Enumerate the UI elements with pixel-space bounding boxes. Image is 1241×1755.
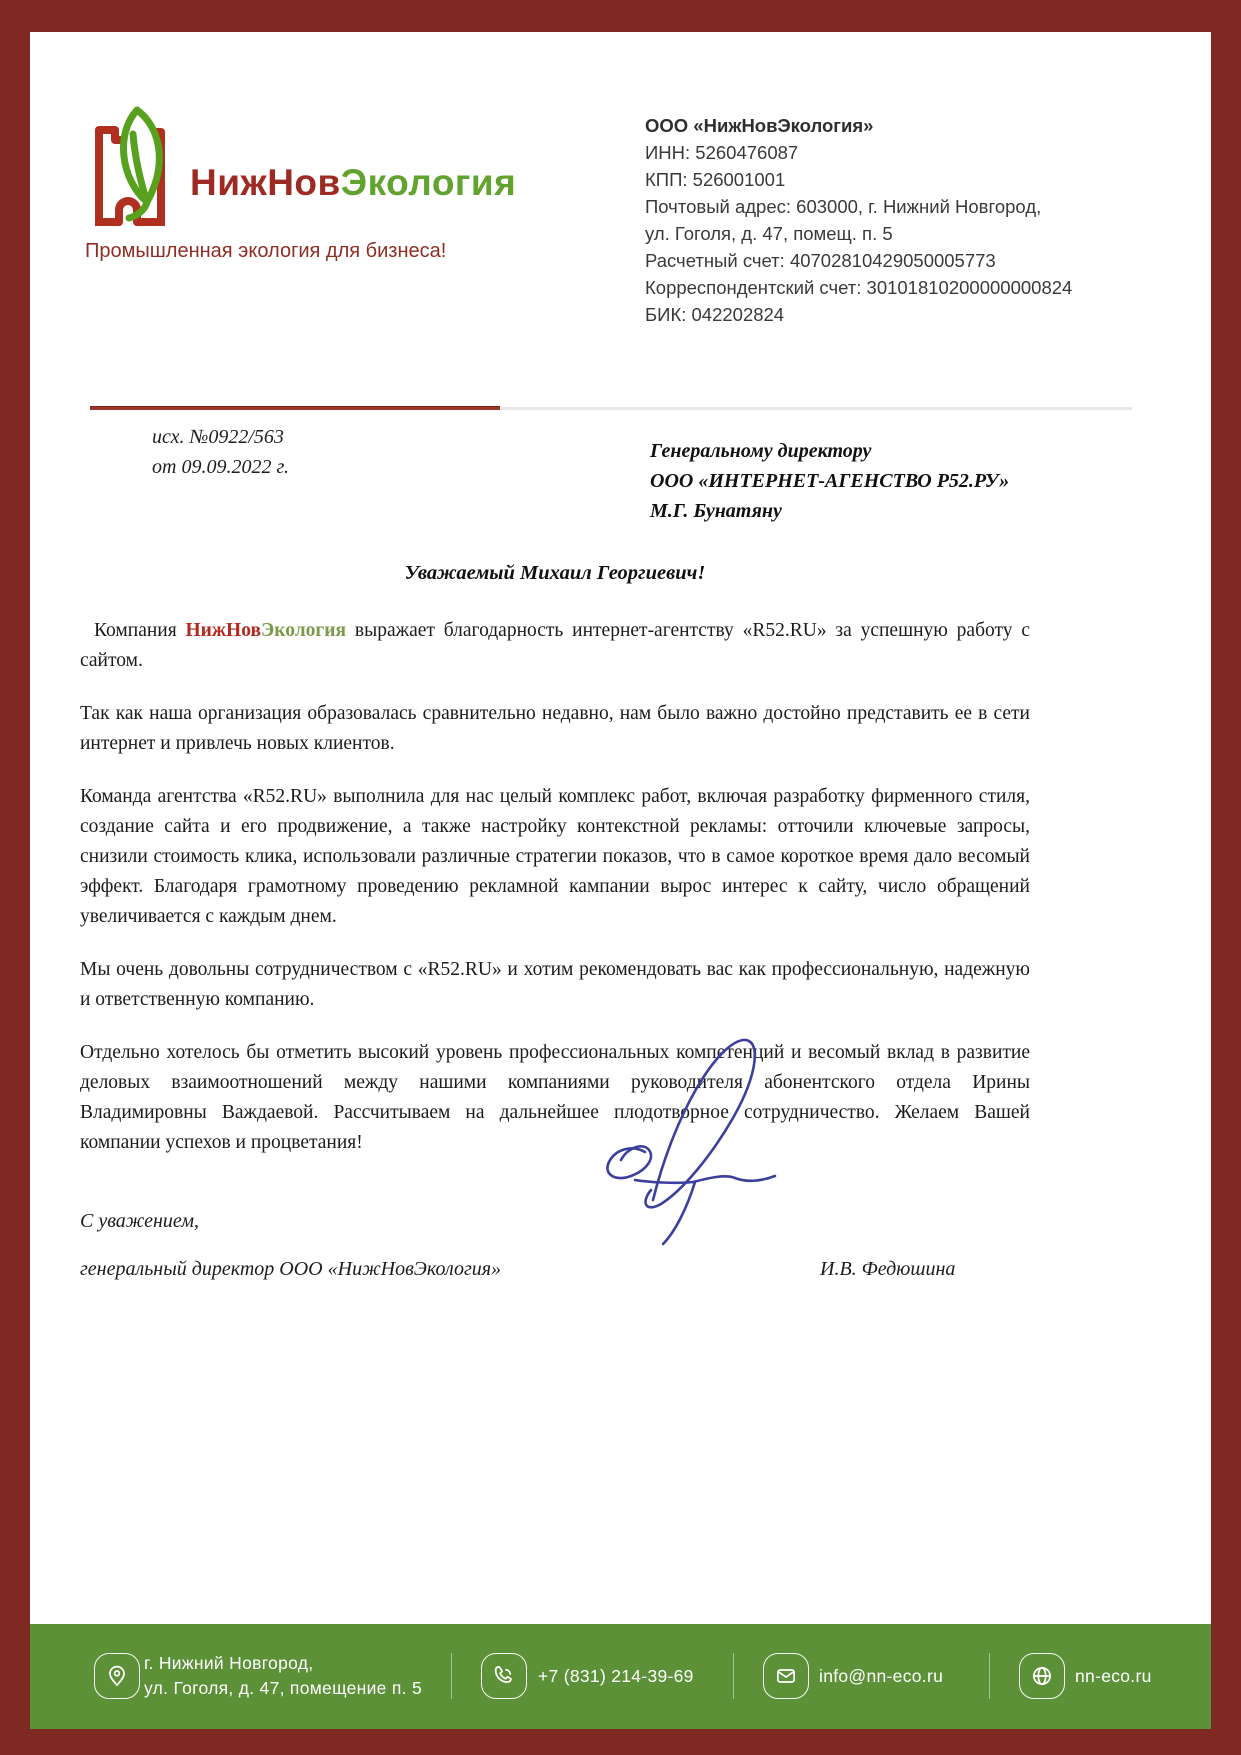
letter-sheet: [30, 32, 1211, 1729]
company-inn: ИНН: 5260476087: [645, 142, 799, 163]
salutation: Уважаемый Михаил Георгиевич!: [404, 562, 706, 584]
company-requisites: [645, 112, 1072, 328]
footer-address-line1: г. Нижний Новгород,: [144, 1653, 314, 1673]
brand-title-green: Экология: [340, 162, 517, 203]
footer-phone: [538, 1664, 694, 1689]
divider-red-segment: [90, 406, 500, 410]
letter-body: [80, 616, 1030, 1181]
footer-email: [819, 1664, 943, 1689]
paragraph-1-brand-red: НижНов: [185, 620, 262, 641]
paragraph-1-text: Компания: [94, 620, 186, 641]
company-address-line2: ул. Гоголя, д. 47, помещ. п. 5: [645, 223, 893, 244]
handwritten-signature-image: [575, 1032, 810, 1247]
phone-icon-frame: [481, 1653, 527, 1699]
footer-website-url: nn-eco.ru: [1075, 1666, 1152, 1686]
paragraph-5: Отдельно хотелось бы отметить высокий уровень профессиональных компетенций и весомый вклад в развитие деловых взаимоотношений между нашими компаниями руководителя абонентского отдела Ирины Владимировны Важдаевой. Рассчитываем на дальнейшее плодотворное сотрудничество. Желаем Вашей компании успехов и процветания!: [80, 1042, 1030, 1153]
paragraph-1-brand-green: Экология: [261, 620, 347, 641]
reference-date: от 09.09.2022 г.: [152, 456, 289, 478]
signer-name: И.В. Федюшина: [820, 1258, 956, 1280]
footer-address: [144, 1651, 422, 1701]
company-logo-icon: [85, 104, 185, 228]
company-settlement-account: Расчетный счет: 40702810429050005773: [645, 250, 996, 271]
company-name: ООО «НижНовЭкология»: [645, 115, 874, 136]
footer-separator: [989, 1653, 990, 1699]
mail-icon: [773, 1663, 799, 1689]
addressee-position: Генеральному директору: [650, 440, 872, 462]
company-kpp: КПП: 526001001: [645, 169, 786, 190]
addressee-person: М.Г. Бунатяну: [650, 500, 782, 522]
paragraph-3: Команда агентства «R52.RU» выполнила для нас целый комплекс работ, включая разработку фирменного стиля, создание сайта и его продвижение, а также настройку контекстной рекламы: отточили ключевые запросы, снизили стоимость клика, использовали различные стратегии показов, что в самое короткое время дало весомый эффект. Благодаря грамотному проведению рекламной кампании вырос интерес к сайту, число обращений увеличивается с каждым днем.: [80, 786, 1030, 927]
location-icon-frame: [94, 1653, 140, 1699]
brand-title-red: НижНов: [190, 162, 341, 203]
footer-separator: [733, 1653, 734, 1699]
brand-title: [190, 162, 516, 204]
footer-email-address: info@nn-eco.ru: [819, 1666, 944, 1686]
footer-separator: [451, 1653, 452, 1699]
globe-icon: [1029, 1663, 1055, 1689]
addressee-company: ООО «ИНТЕРНЕТ-АГЕНСТВО Р52.РУ»: [650, 470, 1010, 492]
divider-gray-segment: [500, 407, 1132, 410]
footer-phone-number: +7 (831) 214-39-69: [538, 1666, 694, 1686]
paragraph-1-rest: выражает благодарность интернет-агентству «R52.RU» за успешную работу с сайтом.: [80, 620, 1030, 671]
company-address-line1: Почтовый адрес: 603000, г. Нижний Новгород,: [645, 196, 1042, 217]
brand-tagline: Промышленная экология для бизнеса!: [85, 240, 447, 262]
paragraph-2: Так как наша организация образовалась сравнительно недавно, нам было важно достойно представить ее в сети интернет и привлечь новых клиентов.: [80, 703, 1030, 754]
footer-address-line2: ул. Гоголя, д. 47, помещение п. 5: [144, 1678, 422, 1698]
closing-line: С уважением,: [80, 1210, 200, 1232]
company-bik: БИК: 042202824: [645, 304, 785, 325]
globe-icon-frame: [1019, 1653, 1065, 1699]
mail-icon-frame: [763, 1653, 809, 1699]
phone-icon: [491, 1663, 517, 1689]
footer-contact-bar: [30, 1624, 1211, 1729]
footer-website: [1075, 1664, 1152, 1689]
location-icon: [104, 1663, 130, 1689]
paragraph-1: [80, 616, 1030, 676]
addressee-block: [650, 436, 1009, 526]
company-correspondent-account: Корреспондентский счет: 30101810200000000824: [645, 277, 1073, 298]
reference-block: [152, 422, 289, 482]
signer-role: генеральный директор ООО «НижНовЭкология»: [80, 1258, 502, 1280]
reference-number: исх. №0922/563: [152, 426, 284, 448]
paragraph-4: Мы очень довольны сотрудничеством с «R52.RU» и хотим рекомендовать вас как профессиональную, надежную и ответственную компанию.: [80, 959, 1030, 1010]
